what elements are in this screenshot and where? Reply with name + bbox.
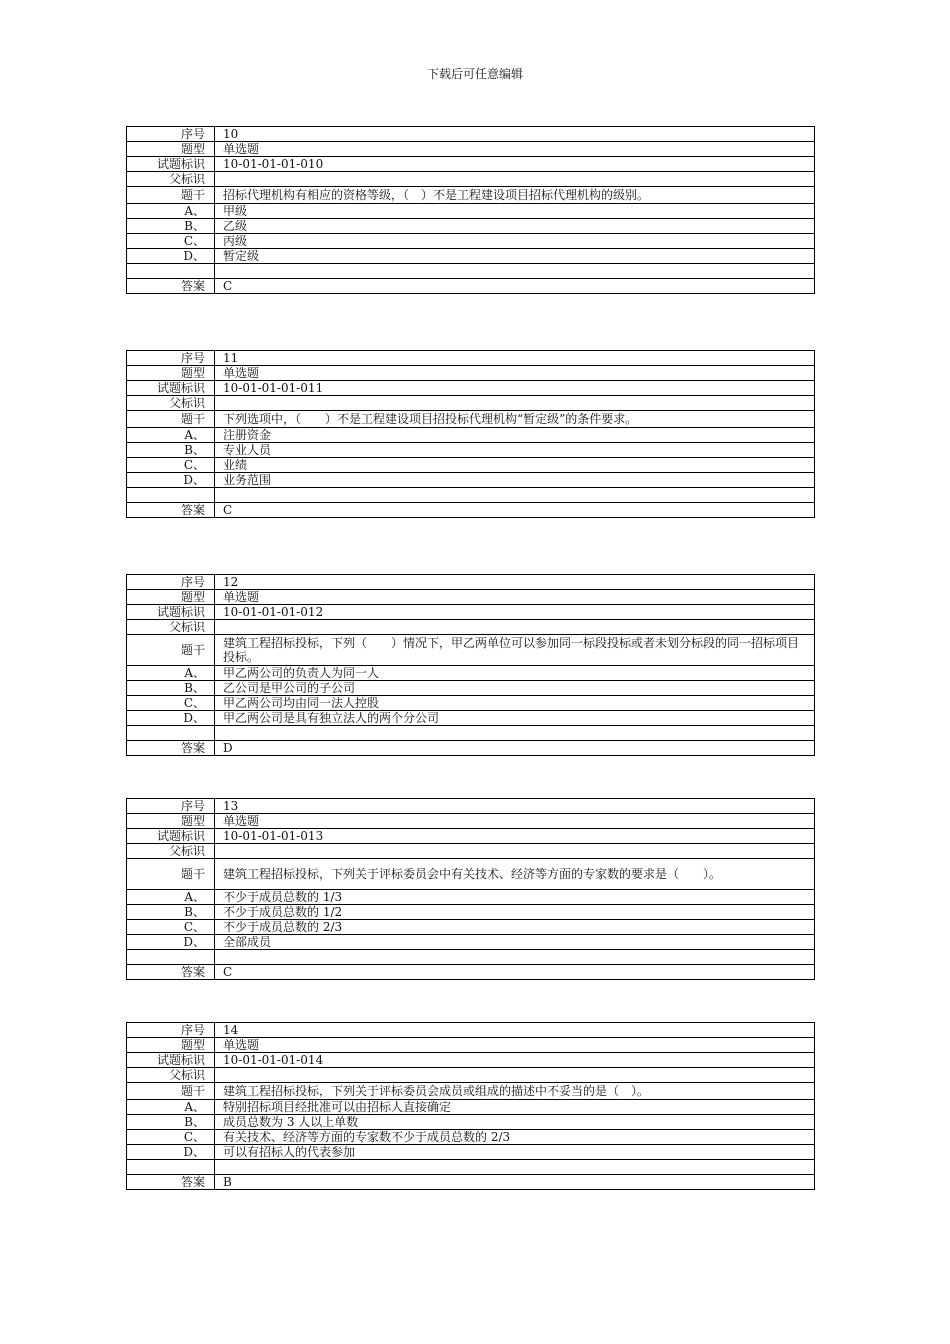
blank-value — [215, 264, 815, 279]
option-d: 甲乙两公司是具有独立法人的两个分公司 — [215, 711, 815, 726]
id-value: 10-01-01-01-010 — [215, 157, 815, 172]
label-parent: 父标识 — [127, 1068, 215, 1083]
option-c: 不少于成员总数的 2/3 — [215, 920, 815, 935]
label-option-d: D、 — [127, 249, 215, 264]
label-seq: 序号 — [127, 351, 215, 366]
page-header: 下载后可任意编辑 — [426, 67, 523, 81]
option-a: 特别招标项目经批准可以由招标人直接确定 — [215, 1100, 815, 1115]
answer-value: B — [215, 1175, 815, 1190]
id-value: 10-01-01-01-011 — [215, 381, 815, 396]
label-id: 试题标识 — [127, 605, 215, 620]
option-d: 暂定级 — [215, 249, 815, 264]
answer-value: C — [215, 503, 815, 518]
id-value: 10-01-01-01-012 — [215, 605, 815, 620]
stem-value: 建筑工程招标投标，下列关于评标委员会成员或组成的描述中不妥当的是（ ）。 — [215, 1083, 815, 1100]
label-answer: 答案 — [127, 503, 215, 518]
option-a: 甲乙两公司的负责人为同一人 — [215, 666, 815, 681]
option-b: 成员总数为 3 人以上单数 — [215, 1115, 815, 1130]
label-seq: 序号 — [127, 799, 215, 814]
label-option-a: A、 — [127, 204, 215, 219]
question-table-14 — [126, 1022, 815, 1190]
label-type: 题型 — [127, 1038, 215, 1053]
blank-value — [215, 488, 815, 503]
label-answer: 答案 — [127, 279, 215, 294]
label-option-b: B、 — [127, 681, 215, 696]
option-c: 业绩 — [215, 458, 815, 473]
label-option-d: D、 — [127, 473, 215, 488]
option-b: 专业人员 — [215, 443, 815, 458]
answer-value: C — [215, 965, 815, 980]
label-option-a: A、 — [127, 428, 215, 443]
option-b: 不少于成员总数的 1/2 — [215, 905, 815, 920]
label-stem: 题干 — [127, 411, 215, 428]
label-seq: 序号 — [127, 575, 215, 590]
blank-label — [127, 726, 215, 741]
label-option-c: C、 — [127, 696, 215, 711]
parent-value — [215, 844, 815, 859]
option-c: 丙级 — [215, 234, 815, 249]
label-option-a: A、 — [127, 666, 215, 681]
label-answer: 答案 — [127, 1175, 215, 1190]
label-stem: 题干 — [127, 1083, 215, 1100]
option-c: 甲乙两公司均由同一法人控股 — [215, 696, 815, 711]
blank-value — [215, 1160, 815, 1175]
option-a: 注册资金 — [215, 428, 815, 443]
option-d: 可以有招标人的代表参加 — [215, 1145, 815, 1160]
label-type: 题型 — [127, 814, 215, 829]
parent-value — [215, 620, 815, 635]
label-option-a: A、 — [127, 1100, 215, 1115]
question-table-13 — [126, 798, 815, 980]
stem-value: 招标代理机构有相应的资格等级，（ ）不是工程建设项目招标代理机构的级别。 — [215, 187, 815, 204]
label-answer: 答案 — [127, 741, 215, 756]
label-stem: 题干 — [127, 635, 215, 666]
label-option-d: D、 — [127, 1145, 215, 1160]
answer-value: C — [215, 279, 815, 294]
label-type: 题型 — [127, 366, 215, 381]
label-option-a: A、 — [127, 890, 215, 905]
id-value: 10-01-01-01-014 — [215, 1053, 815, 1068]
label-parent: 父标识 — [127, 396, 215, 411]
label-stem: 题干 — [127, 859, 215, 890]
type-value: 单选题 — [215, 590, 815, 605]
label-option-c: C、 — [127, 1130, 215, 1145]
label-seq: 序号 — [127, 1023, 215, 1038]
option-b: 乙公司是甲公司的子公司 — [215, 681, 815, 696]
label-parent: 父标识 — [127, 172, 215, 187]
label-stem: 题干 — [127, 187, 215, 204]
seq-value: 10 — [215, 127, 815, 142]
question-table-12 — [126, 574, 815, 756]
label-seq: 序号 — [127, 127, 215, 142]
blank-label — [127, 1160, 215, 1175]
label-answer: 答案 — [127, 965, 215, 980]
type-value: 单选题 — [215, 1038, 815, 1053]
label-id: 试题标识 — [127, 829, 215, 844]
label-option-b: B、 — [127, 443, 215, 458]
label-option-b: B、 — [127, 905, 215, 920]
parent-value — [215, 172, 815, 187]
seq-value: 12 — [215, 575, 815, 590]
option-a: 不少于成员总数的 1/3 — [215, 890, 815, 905]
blank-value — [215, 726, 815, 741]
label-option-b: B、 — [127, 1115, 215, 1130]
blank-label — [127, 950, 215, 965]
label-option-b: B、 — [127, 219, 215, 234]
label-option-c: C、 — [127, 234, 215, 249]
question-table-11 — [126, 350, 815, 518]
option-d: 业务范围 — [215, 473, 815, 488]
label-option-d: D、 — [127, 711, 215, 726]
option-b: 乙级 — [215, 219, 815, 234]
stem-value: 建筑工程招标投标，下列关于评标委员会中有关技术、经济等方面的专家数的要求是（ ）。 — [215, 859, 815, 890]
label-type: 题型 — [127, 590, 215, 605]
option-c: 有关技术、经济等方面的专家数不少于成员总数的 2/3 — [215, 1130, 815, 1145]
stem-value: 建筑工程招标投标，下列（ ）情况下，甲乙两单位可以参加同一标段投标或者未划分标段的同一招标项目投标。 — [215, 635, 815, 666]
label-option-c: C、 — [127, 458, 215, 473]
type-value: 单选题 — [215, 814, 815, 829]
stem-value: 下列选项中，（ ）不是工程建设项目招投标代理机构“暂定级”的条件要求。 — [215, 411, 815, 428]
type-value: 单选题 — [215, 142, 815, 157]
seq-value: 13 — [215, 799, 815, 814]
seq-value: 11 — [215, 351, 815, 366]
label-type: 题型 — [127, 142, 215, 157]
answer-value: D — [215, 741, 815, 756]
blank-label — [127, 264, 215, 279]
blank-value — [215, 950, 815, 965]
label-option-d: D、 — [127, 935, 215, 950]
parent-value — [215, 396, 815, 411]
label-id: 试题标识 — [127, 381, 215, 396]
parent-value — [215, 1068, 815, 1083]
label-id: 试题标识 — [127, 157, 215, 172]
label-id: 试题标识 — [127, 1053, 215, 1068]
label-parent: 父标识 — [127, 844, 215, 859]
question-table-10 — [126, 126, 815, 294]
label-option-c: C、 — [127, 920, 215, 935]
blank-label — [127, 488, 215, 503]
label-parent: 父标识 — [127, 620, 215, 635]
option-d: 全部成员 — [215, 935, 815, 950]
seq-value: 14 — [215, 1023, 815, 1038]
type-value: 单选题 — [215, 366, 815, 381]
option-a: 甲级 — [215, 204, 815, 219]
id-value: 10-01-01-01-013 — [215, 829, 815, 844]
